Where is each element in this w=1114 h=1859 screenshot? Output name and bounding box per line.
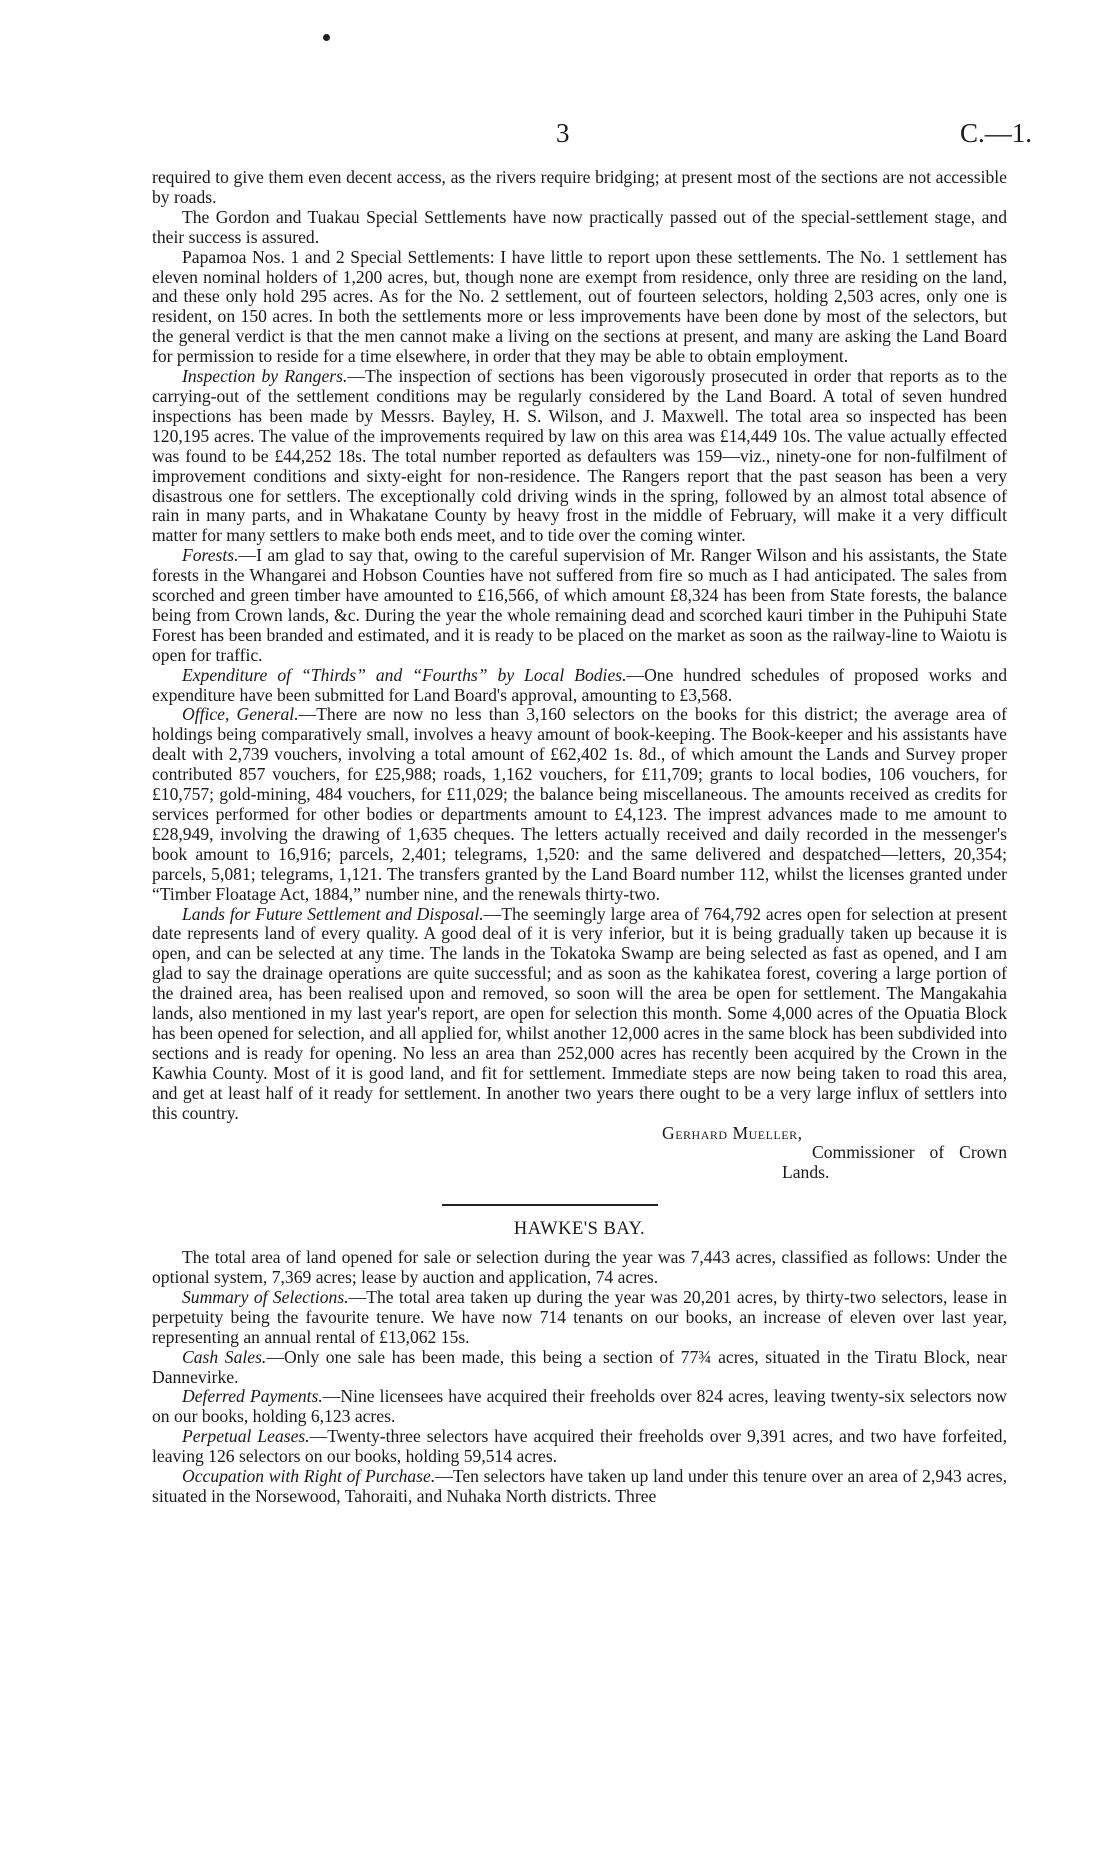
paragraph-continuation: required to give them even decent access, as the rivers require bridging; at present most of the sections are not accessible by roads. bbox=[152, 167, 1007, 207]
section-divider bbox=[442, 1204, 658, 1206]
paragraph-papamoa: Papamoa Nos. 1 and 2 Special Settlements: I have little to report upon these settlements. The No. 1 settlement has eleven nominal holders of 1,200 acres, but, though none are exempt from residence, only three are residing on the land, and these only hold 295 acres. As for the No. 2 settlement, out of fourteen selectors, holding 2,503 acres, only one is resident, on 150 acres. In both the settlements more or less improvements have been done by most of the selectors, but the general verdict is that the men cannot make a living on the sections at present, and many are asking the Land Board for permission to reside for a time elsewhere, in order that they may be able to obtain employment. bbox=[152, 246, 1007, 367]
report-body bbox=[152, 168, 1007, 1507]
document-code: C.—1. bbox=[960, 118, 1033, 148]
heading-perpetual: Perpetual Leases. bbox=[182, 1426, 310, 1447]
paragraph-deferred bbox=[152, 1387, 1007, 1427]
text-deferred: —Nine licensees have acquired their freeholds over 824 acres, leaving twenty-six selectors now on our books, holding 6,123 acres. bbox=[152, 1386, 1007, 1427]
text-expenditure: —One hundred schedules of proposed works and expenditure have been submitted for Land Board's approval, amounting to £3,568. bbox=[152, 664, 1007, 705]
paragraph-office bbox=[152, 705, 1007, 904]
heading-deferred: Deferred Payments. bbox=[182, 1386, 323, 1407]
paragraph-summary bbox=[152, 1288, 1007, 1348]
text-inspection: —The inspection of sections has been vigorously prosecuted in order that reports as to the carrying-out of the settlement conditions may be regularly considered by the Land Board. A total of seven hundred inspections has been made by Messrs. Bayley, H. S. Wilson, and J. Maxwell. The total area so inspected has been 120,195 acres. The value of the improvements required by law on this area was £14,449 10s. The value actually effected was found to be £44,252 18s. The total number reported as defaulters was 159—viz., ninety-one for non-fulfilment of improvement conditions and sixty-eight for non-residence. The Rangers report that the past season has been a very disastrous one for settlers. The exceptionally cold driving winds in the spring, followed by an almost total absence of rain in many parts, and in Whakatane County by heavy frost in the middle of February, will make it a very difficult matter for many settlers to make both ends meet, and to tide over the coming winter. bbox=[152, 366, 1007, 546]
paragraph-cash-sales bbox=[152, 1348, 1007, 1388]
heading-occupation: Occupation with Right of Purchase. bbox=[182, 1466, 436, 1487]
paragraph-perpetual bbox=[152, 1427, 1007, 1467]
text-occupation: —Ten selectors have taken up land under this tenure over an area of 2,943 acres, situated in the Norsewood, Tahoraiti, and Nuhaka North districts. Three bbox=[152, 1466, 1007, 1506]
paragraph-inspection bbox=[152, 367, 1007, 546]
heading-summary: Summary of Selections. bbox=[182, 1286, 349, 1307]
heading-cash-sales: Cash Sales. bbox=[182, 1346, 267, 1367]
heading-inspection: Inspection by Rangers. bbox=[182, 366, 348, 387]
text-office: —There are now no less than 3,160 selectors on the books for this district; the average area of holdings being comparatively small, involves a heavy amount of book-keeping. The Book-keeper and his assistants have dealt with 2,739 vouchers, involving a total amount of £62,402 1s. 8d., of which amount the Lands and Survey proper contributed 857 vouchers, for £25,988; roads, 1,162 vouchers, for £11,709; grants to local bodies, 106 vouchers, for £10,757; gold-mining, 484 vouchers, for £11,029; the balance being miscellaneous. The amounts received as credits for services performed for other bodies or departments amount to £4,123. The imprest advances made to me amount to £28,949, involving the drawing of 1,635 cheques. The letters actually received and daily recorded in the messenger's book amount to 16,916; parcels, 2,401; telegrams, 1,520: and the same delivered and despatched—letters, 20,354; parcels, 5,081; telegrams, 1,121. The transfers granted by the Land Board number 112, whilst the licenses granted under “Timber Floatage Act, 1884,” number nine, and the renewals thirty-two. bbox=[152, 704, 1007, 904]
paragraph-forests bbox=[152, 546, 1007, 665]
page-number: 3 bbox=[556, 118, 570, 148]
paragraph-gordon-tuakau: The Gordon and Tuakau Special Settlements have now practically passed out of the special-settlement stage, and their success is assured. bbox=[152, 206, 1007, 247]
text-forests: —I am glad to say that, owing to the careful supervision of Mr. Ranger Wilson and his assistants, the State forests in the Whangarei and Hobson Counties have not suffered from fire so much as I had anticipated. The sales from scorched and green timber have amounted to £16,566, of which amount £8,324 has been from State forests, the balance being from Crown lands, &c. During the year the whole remaining dead and scorched kauri timber in the Puhipuhi State Forest has been branded and estimated, and it is ready to be placed on the market as soon as the railway-line to Waiotu is open for traffic. bbox=[152, 545, 1007, 665]
signature-title: Commissioner of Crown Lands. bbox=[782, 1142, 1007, 1183]
paragraph-expenditure bbox=[152, 666, 1007, 706]
paragraph-lands bbox=[152, 905, 1007, 1124]
stray-mark bbox=[323, 34, 330, 41]
text-cash-sales: —Only one sale has been made, this being a section of 77¾ acres, situated in the Tiratu Block, near Dannevirke. bbox=[152, 1346, 1007, 1387]
heading-expenditure: Expenditure of “Thirds” and “Fourths” by Local Bodies. bbox=[182, 664, 627, 685]
text-summary: —The total area taken up during the year was 20,201 acres, by thirty-two selectors, lease in perpetuity being the favourite tenure. We have now 714 tenants on our books, an increase of eleven over last year, representing an annual rental of £13,062 15s. bbox=[152, 1286, 1007, 1347]
heading-lands: Lands for Future Settlement and Disposal. bbox=[182, 903, 484, 924]
heading-forests: Forests. bbox=[182, 545, 239, 566]
heading-office: Office, General. bbox=[182, 704, 299, 725]
text-lands: —The seemingly large area of 764,792 acres open for selection at present date represents land of every quality. A good deal of it is very inferior, but it is being gradually taken up because it is open, and can be selected at any time. The lands in the Tokatoka Swamp are being selected as fast as opened, and I am glad to say the drainage operations are quite successful; and as soon as the kahikatea forest, covering a large portion of the drained area, has been realised upon and removed, so soon will the area be open for settlement. The Mangakahia lands, also mentioned in my last year's report, are open for selection this month. Some 4,000 acres of the Opuatia Block has been opened for selection, and all applied for, whilst another 12,000 acres in the same block has been subdivided into sections and is ready for opening. No less an area than 252,000 acres has recently been acquired by the Crown in the Kawhia County. Most of it is good land, and fit for settlement. Immediate steps are now being taken to road this area, and get at least half of it ready for settlement. In another two years there ought to be a very large influx of settlers into this country. bbox=[152, 903, 1007, 1123]
paragraph-total-area: The total area of land opened for sale or selection during the year was 7,443 acres, classified as follows: Under the optional system, 7,369 acres; lease by auction and application, 74 acres. bbox=[152, 1247, 1007, 1288]
paragraph-occupation bbox=[152, 1467, 1007, 1507]
text-perpetual: —Twenty-three selectors have acquired their freeholds over 9,391 acres, and two have forfeited, leaving 126 selectors on our books, holding 59,514 acres. bbox=[152, 1426, 1007, 1467]
section-title: HAWKE'S BAY. bbox=[513, 1219, 646, 1240]
signature-name: Gerhard Mueller, bbox=[662, 1122, 803, 1143]
